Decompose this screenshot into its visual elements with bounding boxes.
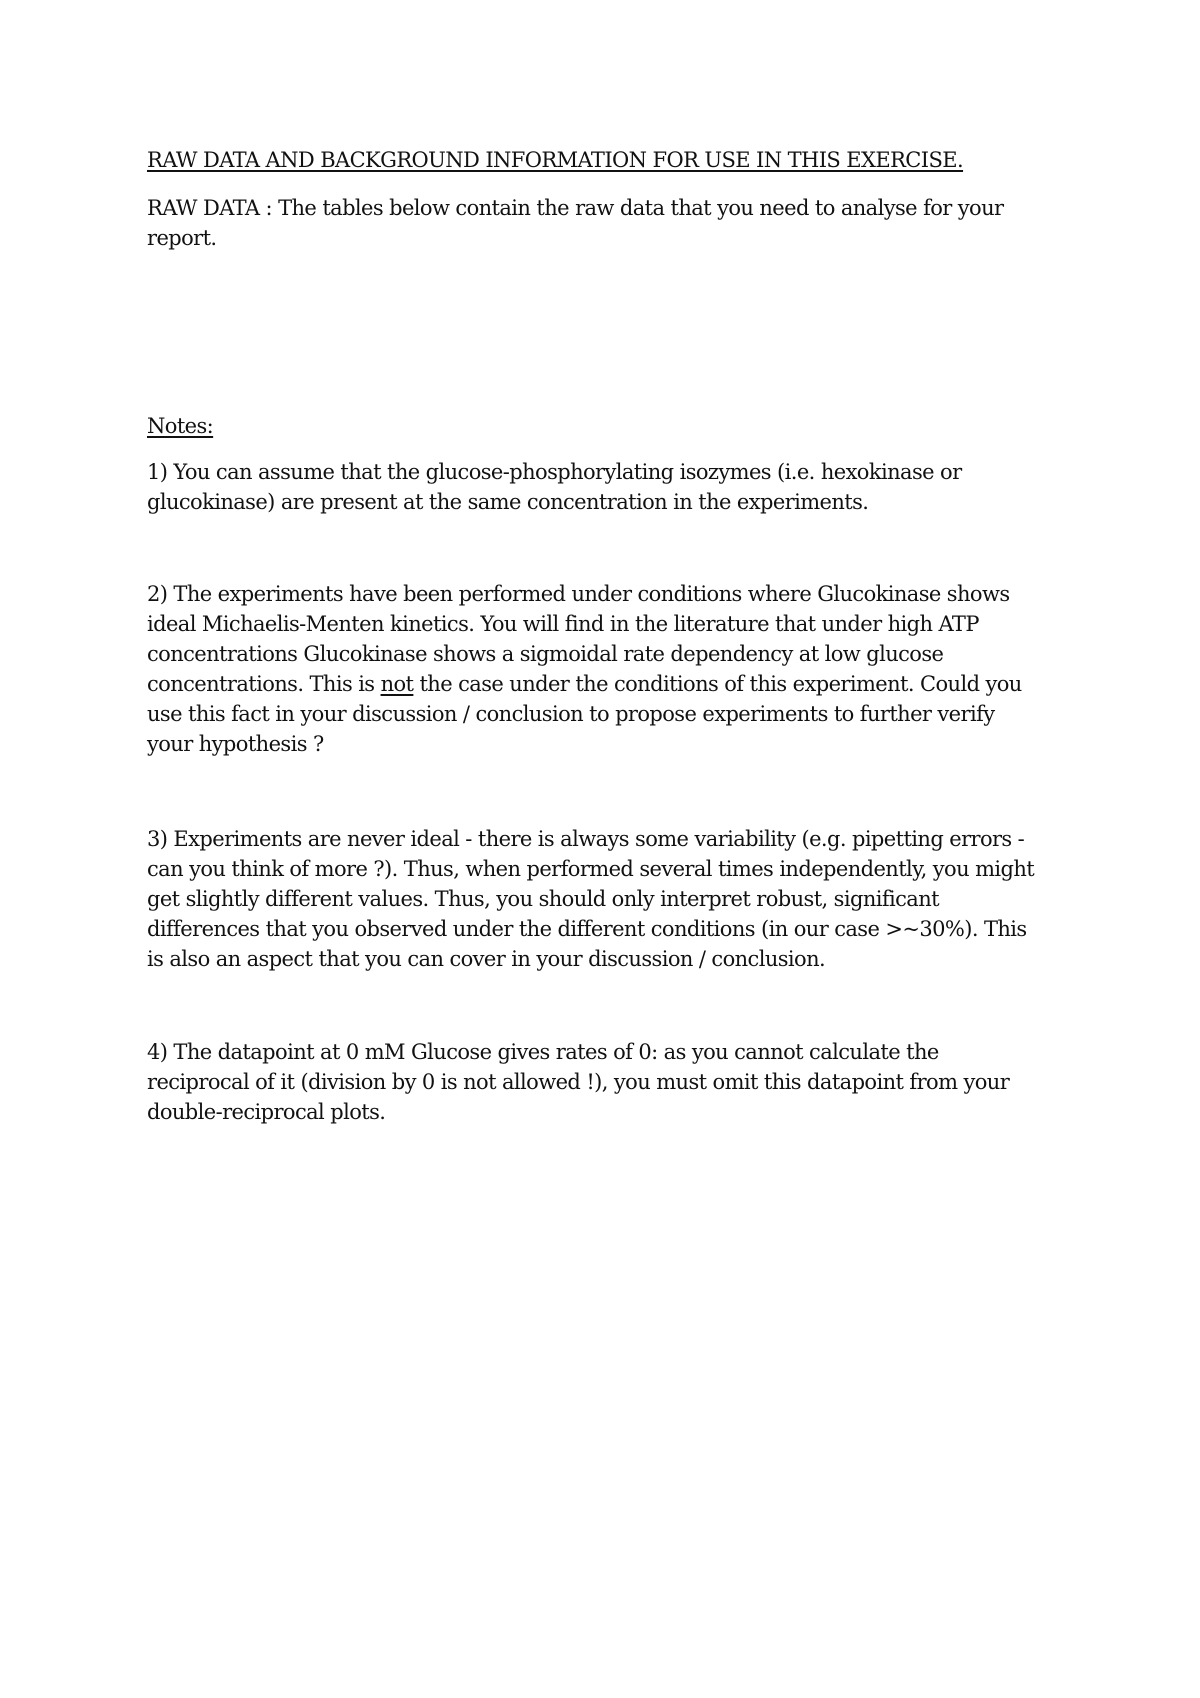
note-3-line: 3) Experiments are never ideal - there is always some variability (e.g. pipetting errors - <box>147 827 1025 851</box>
note-1 <box>147 457 1067 517</box>
note-2-line: concentrations Glucokinase shows a sigmoidal rate dependency at low glucose <box>147 642 944 666</box>
note-3 <box>147 824 1067 974</box>
note-4 <box>147 1037 1067 1127</box>
note-2-line: use this fact in your discussion / conclusion to propose experiments to further verify <box>147 702 995 726</box>
note-2-line-start: concentrations. This is <box>147 672 381 696</box>
raw-data-line: report. <box>147 226 217 250</box>
note-3-line: can you think of more ?). Thus, when performed several times independently, you might <box>147 857 1035 881</box>
note-2-line <box>147 669 1067 699</box>
note-1-line: 1) You can assume that the glucose-phosphorylating isozymes (i.e. hexokinase or <box>147 460 962 484</box>
notes-label <box>147 411 1067 441</box>
note-2-line: ideal Michaelis-Menten kinetics. You will find in the literature that under high ATP <box>147 612 979 636</box>
document-heading <box>147 145 1067 175</box>
note-2-line-end: the case under the conditions of this experiment. Could you <box>413 672 1022 696</box>
emphasis-not: not <box>380 672 414 696</box>
note-2-line: 2) The experiments have been performed under conditions where Glucokinase shows <box>147 582 1010 606</box>
raw-data-line: RAW DATA : The tables below contain the raw data that you need to analyse for your <box>147 196 1004 220</box>
note-1-line: glucokinase) are present at the same concentration in the experiments. <box>147 490 869 514</box>
note-2 <box>147 579 1067 759</box>
note-4-line: double-reciprocal plots. <box>147 1100 386 1124</box>
note-3-line: is also an aspect that you can cover in your discussion / conclusion. <box>147 947 826 971</box>
notes-label-text: Notes: <box>147 414 214 438</box>
note-4-line: 4) The datapoint at 0 mM Glucose gives rates of 0: as you cannot calculate the <box>147 1040 939 1064</box>
raw-data-paragraph <box>147 193 1067 253</box>
note-3-line: differences that you observed under the different conditions (in our case >~30%). This <box>147 917 1027 941</box>
heading-text: RAW DATA AND BACKGROUND INFORMATION FOR USE IN THIS EXERCISE. <box>147 148 964 172</box>
note-3-line: get slightly different values. Thus, you should only interpret robust, significant <box>147 887 939 911</box>
note-2-line: your hypothesis ? <box>147 732 324 756</box>
note-4-line: reciprocal of it (division by 0 is not allowed !), you must omit this datapoint from your <box>147 1070 1010 1094</box>
